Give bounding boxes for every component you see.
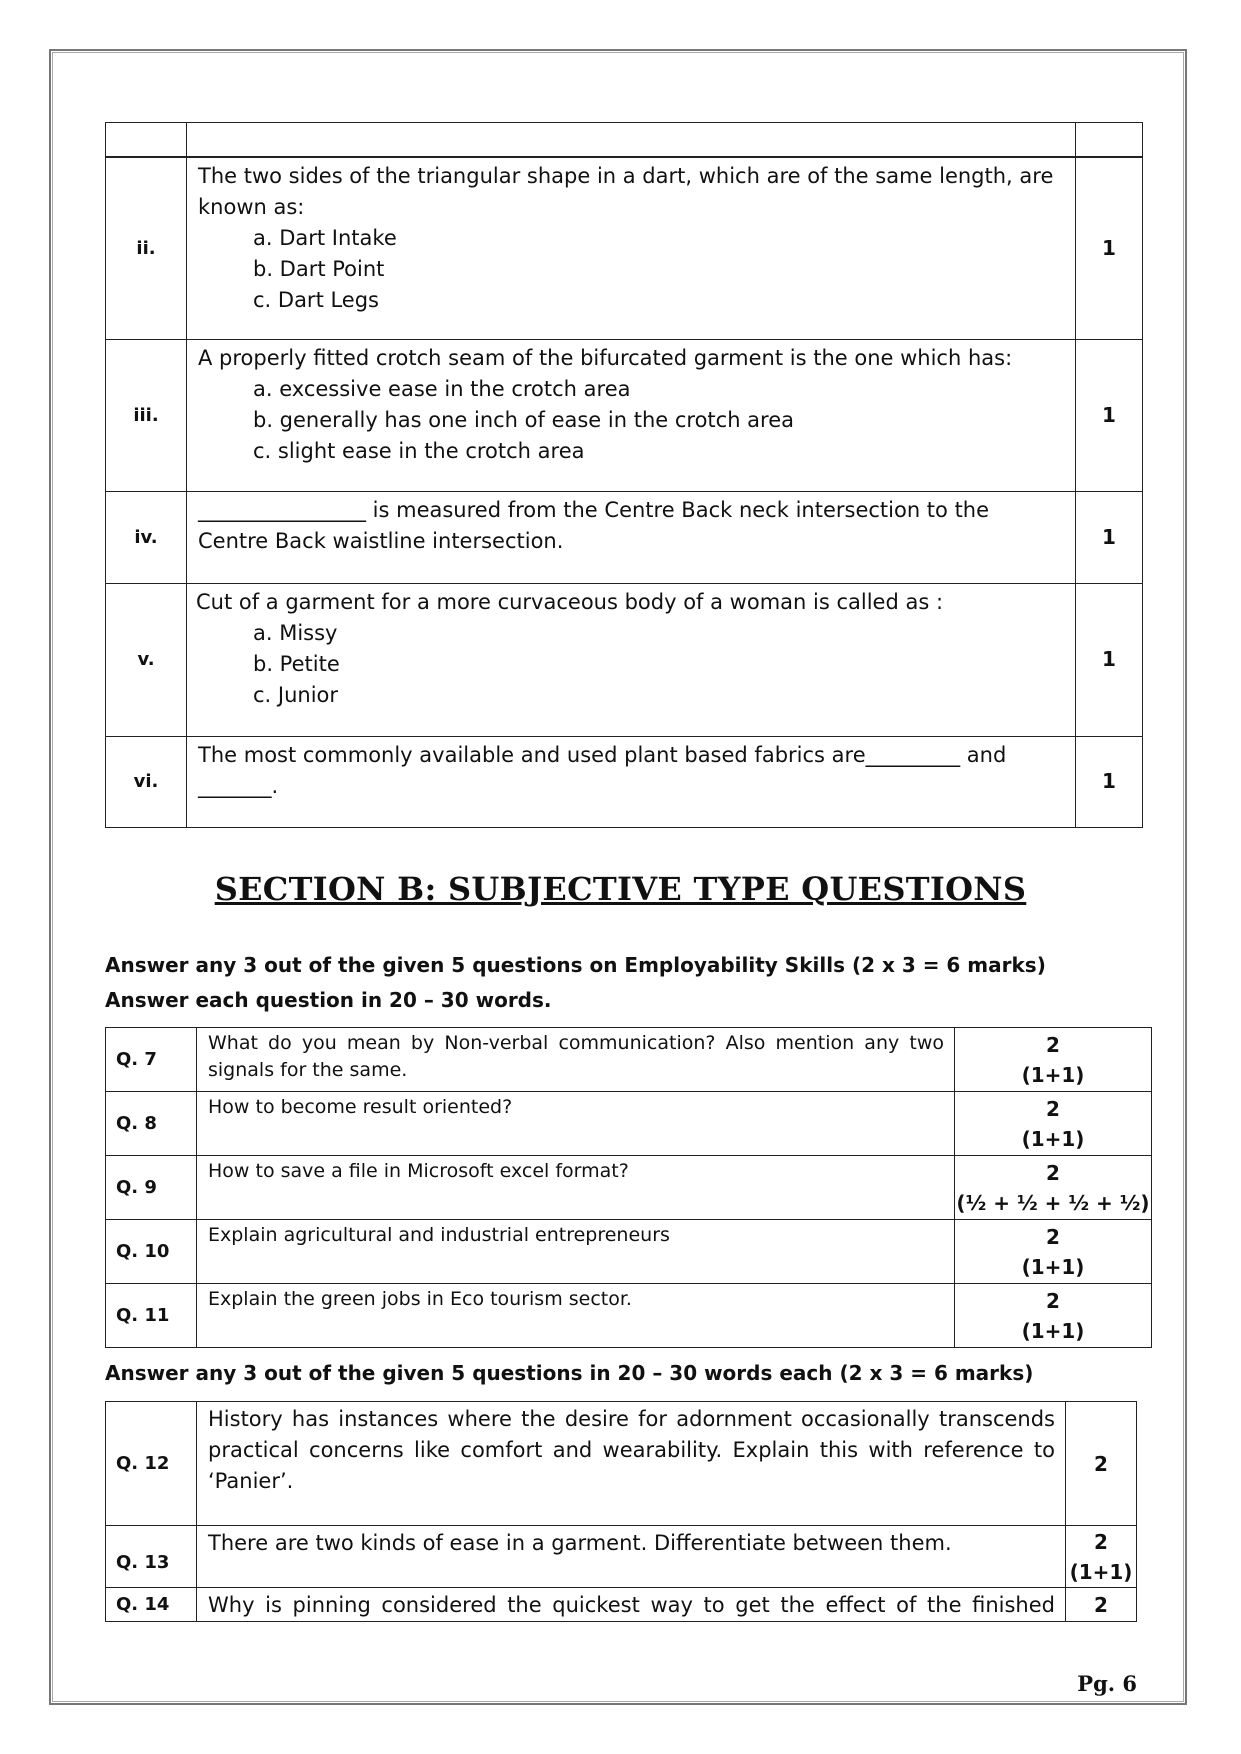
question-text: How to become result oriented?	[197, 1092, 955, 1156]
marks: 2	[1066, 1402, 1137, 1526]
table-row	[106, 1028, 1152, 1092]
table-row	[106, 1156, 1152, 1220]
instruction: Answer each question in 20 – 30 words.	[105, 988, 552, 1012]
question-text: ________________ is measured from the Centre Back neck intersection to the Centre Back waistline intersection.	[187, 491, 1076, 583]
table-row	[106, 491, 1143, 583]
table-row	[106, 1220, 1152, 1284]
table-row	[106, 583, 1143, 736]
marks: 2 (1+1)	[1066, 1526, 1137, 1588]
marks: 2 (1+1)	[955, 1220, 1152, 1284]
question-text: Cut of a garment for a more curvaceous body of a woman is called as : a. Missy b. Petite c. Junior	[187, 583, 1076, 736]
question-number: iv.	[106, 491, 187, 583]
question-text: The most commonly available and used plant based fabrics are_________ and _______.	[187, 736, 1076, 827]
question-text: A properly fitted crotch seam of the bifurcated garment is the one which has: a. excessive ease in the crotch area b. generally has one inch of ease in the crotch area c. slight ease in the crotch area	[187, 339, 1076, 491]
question-text: History has instances where the desire for adornment occasionally transcends practical concerns like comfort and wearability. Explain this with reference to ‘Panier’.	[197, 1402, 1066, 1526]
question-number: Q. 7	[106, 1028, 197, 1092]
option: a. excessive ease in the crotch area	[253, 376, 631, 401]
option: b. Dart Point	[253, 257, 385, 281]
question-text: Explain agricultural and industrial entrepreneurs	[197, 1220, 955, 1284]
marks: 2 (1+1)	[955, 1028, 1152, 1092]
marks: 1	[1076, 491, 1143, 583]
question-number: Q. 10	[106, 1220, 197, 1284]
option: a. Missy	[253, 620, 338, 645]
instruction: Answer any 3 out of the given 5 questions in 20 – 30 words each (2 x 3 = 6 marks)	[105, 1361, 1034, 1385]
question-text: Explain the green jobs in Eco tourism sector.	[197, 1284, 955, 1348]
option: b. generally has one inch of ease in the crotch area	[253, 407, 795, 432]
marks: 2 (½ + ½ + ½ + ½)	[955, 1156, 1152, 1220]
employability-table	[105, 1027, 1152, 1348]
marks: 1	[1076, 583, 1143, 736]
question-number: vi.	[106, 736, 187, 827]
marks: 2 (1+1)	[955, 1284, 1152, 1348]
question-number: Q. 9	[106, 1156, 197, 1220]
question-number: ii.	[106, 157, 187, 339]
table-row	[106, 1092, 1152, 1156]
option: a. Dart Intake	[253, 226, 397, 250]
question-number: Q. 8	[106, 1092, 197, 1156]
table-row	[106, 157, 1143, 339]
table-row	[106, 1284, 1152, 1348]
question-number: Q. 11	[106, 1284, 197, 1348]
option: c. slight ease in the crotch area	[253, 438, 585, 463]
page-number: Pg. 6	[1077, 1671, 1137, 1696]
marks: 1	[1076, 157, 1143, 339]
question-text: The two sides of the triangular shape in a dart, which are of the same length, are known as: a. Dart Intake b. Dart Point c. Dart Legs	[187, 157, 1076, 339]
table-row	[106, 1588, 1137, 1622]
section-a-table	[105, 122, 1143, 828]
question-text: Why is pinning considered the quickest way to get the effect of the finished	[197, 1588, 1066, 1622]
question-number: iii.	[106, 339, 187, 491]
question-text: How to save a file in Microsoft excel format?	[197, 1156, 955, 1220]
table-row	[106, 736, 1143, 827]
option: c. Junior	[253, 682, 339, 707]
question-number: v.	[106, 583, 187, 736]
option: c. Dart Legs	[253, 288, 379, 312]
marks: 1	[1076, 339, 1143, 491]
question-text: What do you mean by Non-verbal communication? Also mention any two signals for the same.	[197, 1028, 955, 1092]
marks: 2	[1066, 1588, 1137, 1622]
section-title: SECTION B: SUBJECTIVE TYPE QUESTIONS	[214, 870, 1027, 908]
option: b. Petite	[253, 651, 340, 676]
table-row	[106, 123, 1143, 158]
table-row	[106, 1526, 1137, 1588]
table-row	[106, 1402, 1137, 1526]
table-row	[106, 339, 1143, 491]
question-number: Q. 14	[106, 1588, 197, 1622]
subject-table	[105, 1401, 1137, 1622]
instruction: Answer any 3 out of the given 5 questions on Employability Skills (2 x 3 = 6 marks)	[105, 953, 1046, 977]
marks: 2 (1+1)	[955, 1092, 1152, 1156]
question-number: Q. 12	[106, 1402, 197, 1526]
question-number: Q. 13	[106, 1526, 197, 1588]
marks: 1	[1076, 736, 1143, 827]
question-text: There are two kinds of ease in a garment. Differentiate between them.	[197, 1526, 1066, 1588]
